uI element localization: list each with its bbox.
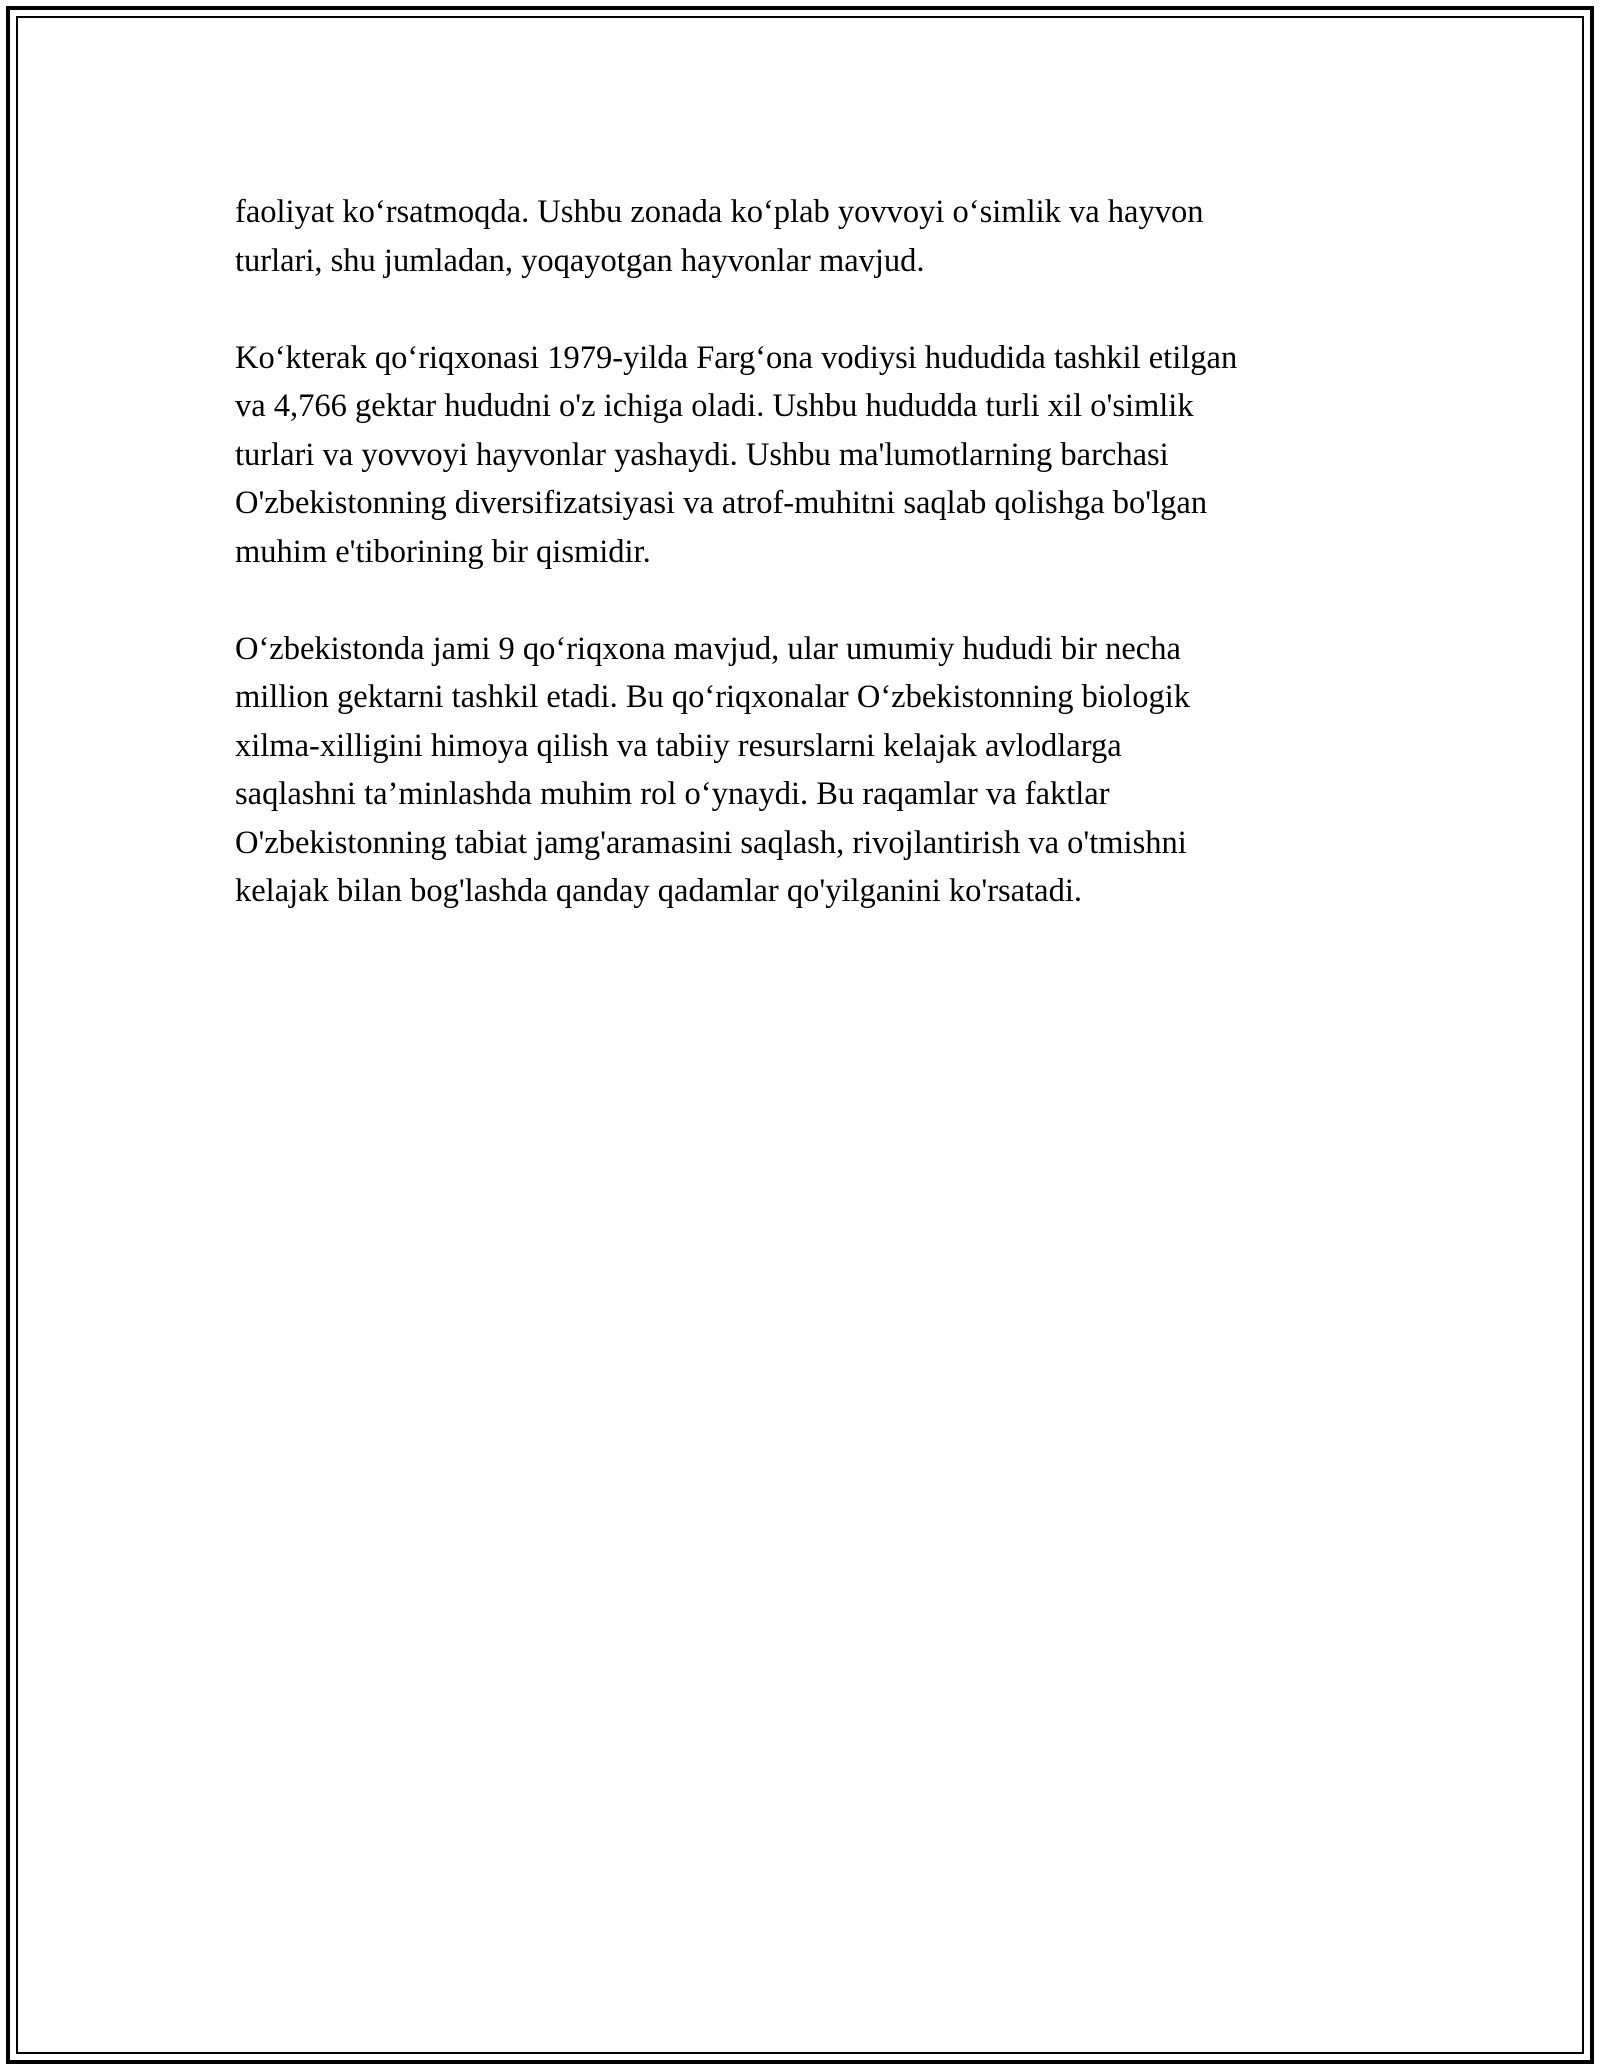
paragraph-2: Ko‘kterak qo‘riqxonasi 1979-yilda Farg‘ona vodiysi hududida tashkil etilgan va 4,766 gektar hududni o'z ichiga oladi. Ushbu hududda turli xil o'simlik turlari va yovvoyi hayvonlar yashaydi. Ushbu ma'lumotlarning barchasi O'zbekistonning diversifizatsiyasi va atrof-muhitni saqlab qolishga bo'lgan muhim e'tiborining bir qismidir. <box>235 339 1238 570</box>
document-body <box>235 188 1395 964</box>
paragraph-1: faoliyat ko‘rsatmoqda. Ushbu zonada ko‘plab yovvoyi o‘simlik va hayvon turlari, shu jumladan, yoqayotgan hayvonlar mavjud. <box>235 194 1204 279</box>
paragraph-3: O‘zbekistonda jami 9 qo‘riqxona mavjud, ular umumiy hududi bir necha million gektarni tashkil etadi. Bu qo‘riqxonalar O‘zbekistonning biologik xilma-xilligini himoya qilish va tabiiy resurslarni kelajak avlodlarga saqlashni ta’minlashda muhim rol o‘ynaydi. Bu raqamlar va faktlar O'zbekistonning tabiat jamg'aramasini saqlash, rivojlantirish va o'tmishni kelajak bilan bog'lashda qanday qadamlar qo'yilganini ko'rsatadi. <box>235 630 1190 909</box>
